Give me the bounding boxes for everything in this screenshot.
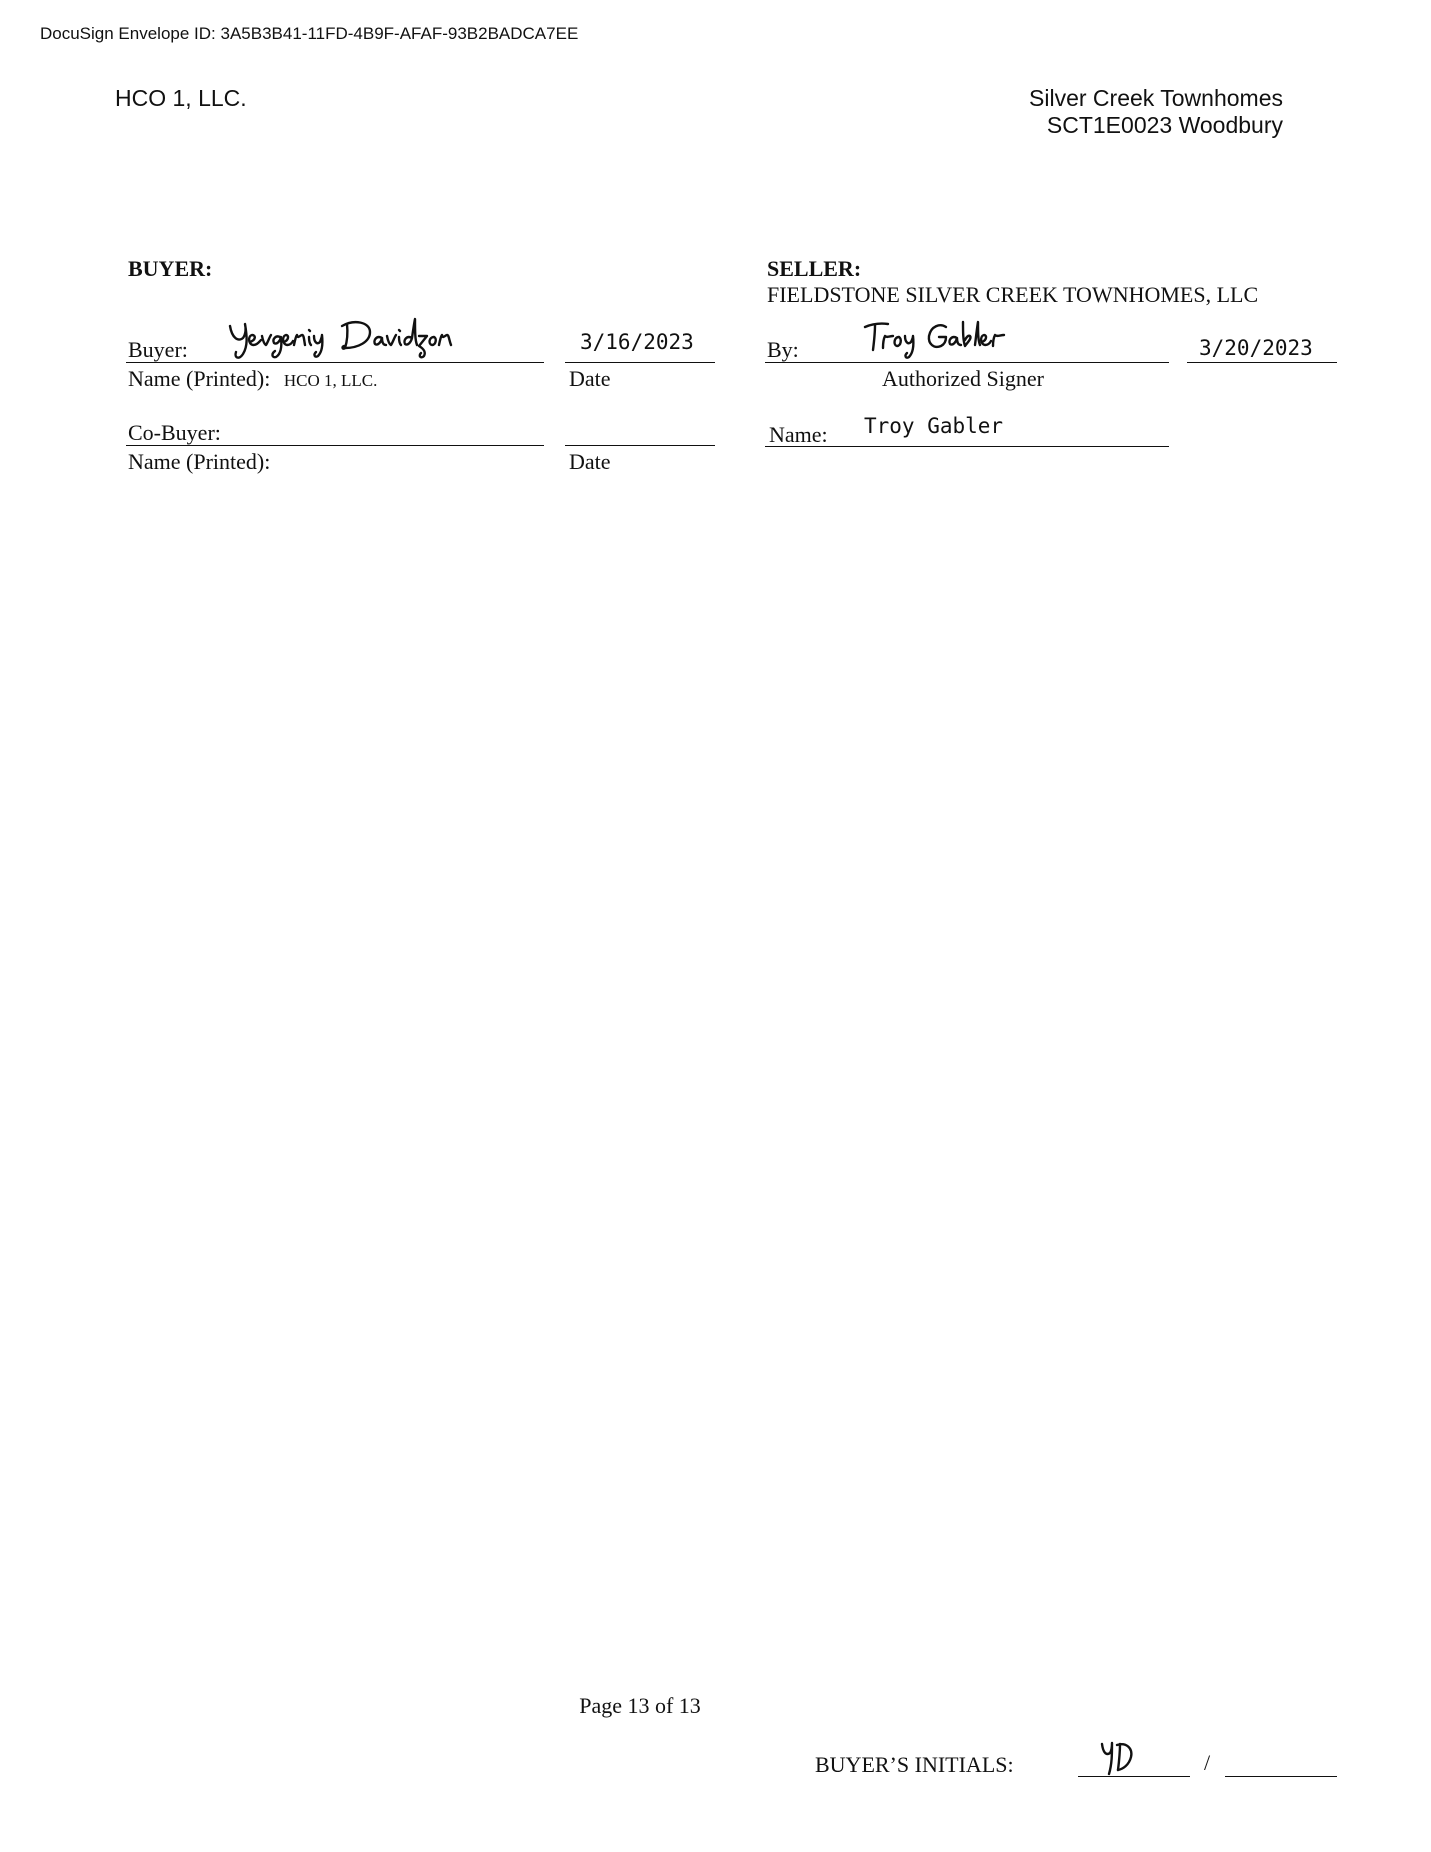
buyer-signature <box>226 316 466 362</box>
cobuyer-date-line <box>565 445 715 446</box>
buyer-heading: BUYER: <box>128 256 213 281</box>
seller-name-label: Name: <box>769 422 828 447</box>
seller-by-label: By: <box>767 337 799 362</box>
seller-signature <box>862 318 1012 364</box>
seller-date-line <box>1187 362 1337 363</box>
buyer-signature-line <box>126 362 544 363</box>
cobuyer-label: Co-Buyer: <box>128 420 221 445</box>
buyer-date-value: 3/16/2023 <box>580 330 694 354</box>
buyer-label: Buyer: <box>128 337 188 362</box>
seller-name-value: Troy Gabler <box>864 414 1004 438</box>
buyer-name-row <box>128 366 377 392</box>
seller-authorized-signer: Authorized Signer <box>882 366 1044 391</box>
seller-name-line <box>765 446 1169 447</box>
cobuyer-date-label: Date <box>569 449 611 474</box>
seller-signature-line <box>765 362 1169 363</box>
header-lot: SCT1E0023 Woodbury <box>1046 112 1283 138</box>
buyer-date-line <box>565 362 715 363</box>
cobuyer-signature-line <box>126 445 544 446</box>
initials-signature <box>1100 1740 1136 1778</box>
cobuyer-name-label: Name (Printed): <box>128 449 271 474</box>
seller-company: FIELDSTONE SILVER CREEK TOWNHOMES, LLC <box>767 282 1259 307</box>
initials-separator: / <box>1204 1750 1211 1775</box>
buyer-name-value: HCO 1, LLC. <box>283 371 378 390</box>
seller-heading: SELLER: <box>767 256 862 281</box>
header-project: Silver Creek Townhomes <box>1029 85 1283 111</box>
header-left: HCO 1, LLC. <box>115 85 247 111</box>
initials-line-2 <box>1225 1776 1337 1777</box>
buyer-date-label: Date <box>569 366 611 391</box>
initials-line-1 <box>1078 1776 1190 1777</box>
envelope-id: DocuSign Envelope ID: 3A5B3B41-11FD-4B9F-AFAF-93B2BADCA7EE <box>40 24 579 43</box>
page-number: Page 13 of 13 <box>579 1693 701 1718</box>
seller-date-value: 3/20/2023 <box>1199 336 1313 360</box>
initials-label: BUYER’S INITIALS: <box>815 1752 1014 1777</box>
header-right <box>1029 85 1283 139</box>
buyer-name-label: Name (Printed): <box>128 366 271 391</box>
